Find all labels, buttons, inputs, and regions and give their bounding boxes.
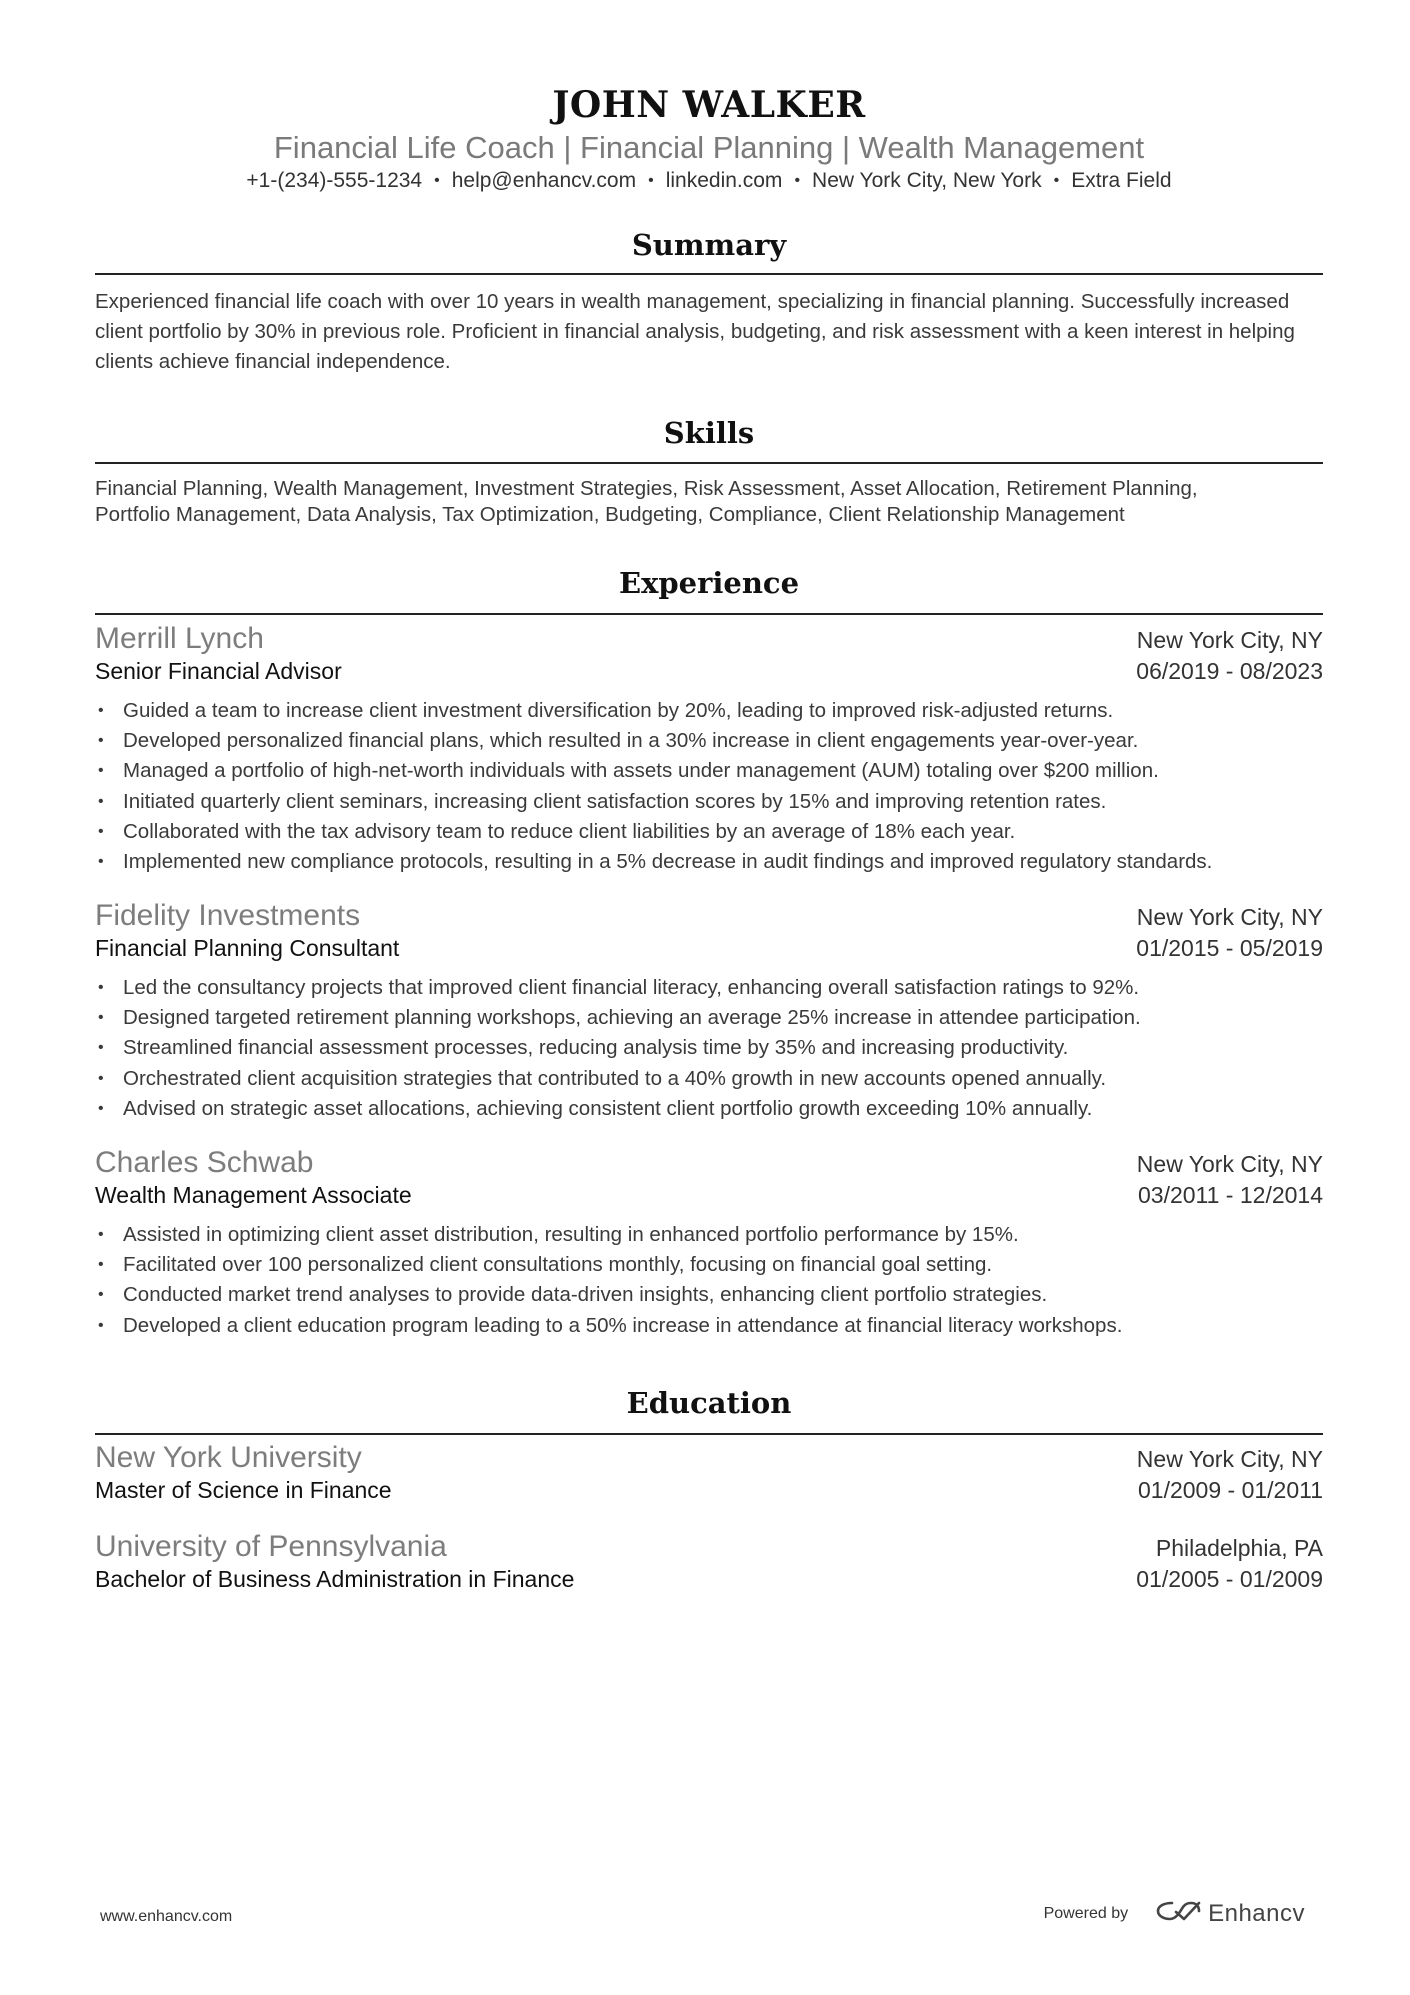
bullet-icon: • [98,1226,104,1243]
achievement-item: • Managed a portfolio of high-net-worth individuals with assets under management (AUM) totaling over $200 million. [95,756,1323,786]
school-name: University of Pennsylvania [95,1530,447,1563]
contact-line [95,169,1323,193]
contact-location: New York City, New York [812,169,1042,192]
job-title: Wealth Management Associate [95,1182,412,1208]
separator-dot: • [434,172,440,189]
education-dates: 01/2009 - 01/2011 [1137,1477,1323,1503]
job-dates: 01/2015 - 05/2019 [1136,935,1323,961]
education-divider [95,1433,1323,1435]
company-name: Charles Schwab [95,1146,314,1179]
separator-dot: • [648,172,654,189]
school-location: New York City, NY [1136,1446,1323,1472]
job-location: New York City, NY [1136,904,1323,930]
job-location: New York City, NY [1136,627,1323,653]
achievement-item: • Led the consultancy projects that improved client financial literacy, enhancing overall satisfaction ratings to 92%. [95,973,1323,1003]
skills-divider [95,462,1323,464]
bullet-icon: • [98,762,104,780]
bullet-icon: • [98,1069,104,1087]
achievement-item: • Orchestrated client acquisition strategies that contributed to a 40% growth in new accounts opened annually. [95,1064,1323,1094]
footer-branding [1044,1898,1305,1929]
achievement-list [95,1220,1323,1341]
achievement-item: • Guided a team to increase client investment diversification by 20%, leading to improved risk-adjusted returns. [95,696,1323,726]
achievement-item: • Developed personalized financial plans, which resulted in a 30% increase in client engagements year-over-year. [95,726,1323,756]
achievement-item: • Advised on strategic asset allocations, achieving consistent client portfolio growth exceeding 10% annually. [95,1094,1323,1124]
summary-divider [95,273,1323,275]
job-title: Senior Financial Advisor [95,658,342,684]
bullet-icon: • [98,1099,104,1117]
education-entry [95,1530,1323,1604]
school-location: Philadelphia, PA [1155,1535,1323,1561]
achievement-list [95,973,1323,1124]
bullet-icon: • [98,1316,104,1334]
bullet-icon: • [98,1286,104,1304]
experience-entry [95,1146,1323,1341]
education-dates: 01/2005 - 01/2009 [1136,1566,1323,1592]
contact-email[interactable]: help@enhancv.com [451,169,637,192]
powered-by-label: Powered by [1043,1904,1129,1922]
bullet-icon: • [98,853,104,871]
skills-list [95,476,1323,528]
bullet-icon: • [98,702,104,719]
achievement-item: • Developed a client education program leading to a 50% increase in attendance at financial literacy workshops. [95,1311,1323,1341]
achievement-item: • Designed targeted retirement planning workshops, achieving an average 25% increase in attendee participation. [95,1003,1323,1033]
bullet-icon: • [98,732,104,750]
brand-name[interactable]: Enhancv [1208,1899,1305,1927]
education-entry [95,1441,1323,1515]
school-name: New York University [95,1441,362,1474]
bullet-icon: • [98,822,104,840]
contact-phone: +1-(234)-555-1234 [246,169,423,192]
achievement-item: • Collaborated with the tax advisory team to reduce client liabilities by an average of 18% each year. [95,817,1323,847]
achievement-item: • Facilitated over 100 personalized client consultations monthly, focusing on financial goal setting. [95,1250,1323,1280]
company-name: Fidelity Investments [95,899,361,932]
candidate-headline: Financial Life Coach | Financial Planning | Wealth Management [273,130,1145,165]
experience-divider [95,613,1323,615]
job-title: Financial Planning Consultant [95,935,400,961]
skills-line: Financial Planning, Wealth Management, Investment Strategies, Risk Assessment, Asset Allocation, Retirement Planning, [95,477,1198,500]
summary-text: Experienced financial life coach with over 10 years in wealth management, specializing in financial planning. Successfully increased client portfolio by 30% in previous role. Proficient in financial analysis, budgeting, and risk assessment with a keen interest in helping clients achieve financial independence. [95,290,1295,373]
footer-website-link[interactable]: www.enhancv.com [100,1908,233,1925]
bullet-icon: • [98,792,104,810]
achievement-item: • Assisted in optimizing client asset distribution, resulting in enhanced portfolio performance by 15%. [95,1220,1323,1250]
candidate-name: JOHN WALKER [552,84,866,126]
achievement-item: • Initiated quarterly client seminars, increasing client satisfaction scores by 15% and improving retention rates. [95,787,1323,817]
bullet-icon: • [98,979,104,996]
achievement-list [95,696,1323,877]
degree-name: Master of Science in Finance [95,1477,392,1503]
enhancv-logo-icon [1154,1898,1202,1929]
achievement-item: • Conducted market trend analyses to provide data-driven insights, enhancing client portfolio strategies. [95,1280,1323,1310]
experience-entry [95,622,1323,877]
education-heading: Education [626,1386,792,1420]
separator-dot: • [1053,172,1060,189]
job-location: New York City, NY [1136,1151,1323,1177]
achievement-item: • Streamlined financial assessment processes, reducing analysis time by 35% and increasing productivity. [95,1033,1323,1063]
skills-line: Portfolio Management, Data Analysis, Tax Optimization, Budgeting, Compliance, Client Relationship Management [95,503,1125,526]
job-dates: 03/2011 - 12/2014 [1137,1182,1323,1208]
bullet-icon: • [98,1009,104,1027]
achievement-item: • Implemented new compliance protocols, resulting in a 5% decrease in audit findings and improved regulatory standards. [95,847,1323,877]
summary-heading: Summary [631,228,787,262]
experience-entry [95,899,1323,1124]
experience-heading: Experience [618,566,800,600]
bullet-icon: • [98,1256,104,1274]
contact-linkedin[interactable]: linkedin.com [665,169,783,192]
degree-name: Bachelor of Business Administration in Finance [95,1566,575,1592]
contact-extra: Extra Field [1071,169,1172,192]
bullet-icon: • [98,1039,104,1057]
job-dates: 06/2019 - 08/2023 [1136,658,1323,684]
separator-dot: • [794,172,801,189]
skills-heading: Skills [663,416,755,450]
company-name: Merrill Lynch [95,622,264,655]
